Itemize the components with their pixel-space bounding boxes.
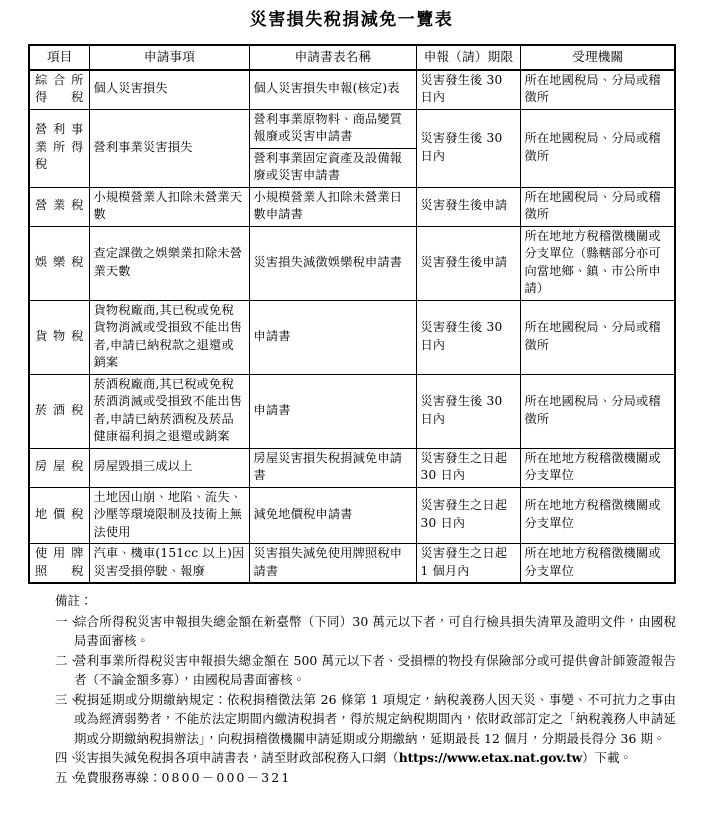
- notes-heading: 備註：: [55, 593, 93, 608]
- cell-matter: 汽車、機車(151cc 以上)因災害受損停駛、報廢: [89, 544, 249, 584]
- cell-category: 營業稅: [29, 187, 89, 226]
- cell-form: 申請書: [249, 374, 416, 448]
- cell-agency: 所在地地方稅稽徵機關或分支單位: [520, 448, 675, 487]
- note-marker: 五、: [55, 769, 80, 785]
- note-text-after: ）下載。: [582, 750, 633, 765]
- table-header-row: [29, 45, 675, 70]
- cell-matter: 小規模營業人扣除未營業天數: [89, 187, 249, 226]
- note-marker: 二、: [55, 652, 80, 668]
- note-item: [28, 651, 676, 690]
- cell-category: 房屋稅: [29, 448, 89, 487]
- table-row: [29, 374, 675, 448]
- cell-agency: 所在地地方稅稽徵機關或分支單位: [520, 487, 675, 544]
- cell-category: 娛樂稅: [29, 226, 89, 300]
- cell-agency: 所在地地方稅稽徵機關或分支單位（縣轄部分亦可向當地鄉、鎮、市公所申請）: [520, 226, 675, 300]
- cell-deadline: 災害發生後 30 日內: [416, 300, 520, 374]
- note-body: [74, 748, 676, 768]
- note-body: 稅捐延期或分期繳納規定：依稅捐稽徵法第 26 條第 1 項規定，納稅義務人因天災、事變、不可抗力之事由或為經濟弱勢者，不能於法定期間內繳清稅捐者，得於規定納稅期間內，依財政部訂定之「納稅義務人申請延期或分期繳納稅捐辦法」，向稅捐稽徵機關申請延期或分期繳納，延期最長 12 個月，分期最長得分 36 期。: [74, 691, 676, 746]
- note-marker: 四、: [55, 750, 80, 765]
- note-item: [28, 748, 676, 768]
- table-row: [29, 448, 675, 487]
- table-row: [29, 187, 675, 226]
- note-text-before: 免費服務專線：: [74, 769, 162, 785]
- cell-deadline: 災害發生之日起 30 日內: [416, 448, 520, 487]
- table-row: [29, 544, 675, 584]
- cell-category: 菸酒稅: [29, 374, 89, 448]
- cell-form: 災害損失減徵娛樂稅申請書: [249, 226, 416, 300]
- table-row: [29, 109, 675, 148]
- cell-category: 營利事業所得稅: [29, 109, 89, 187]
- cell-agency: 所在地國稅局、分局或稽徵所: [520, 300, 675, 374]
- note-text-before: 災害損失減免稅捐各項申請書表，請至財政部稅務入口網（: [74, 750, 399, 765]
- column-header-category: 項目: [29, 45, 89, 70]
- cell-matter: 個人災害損失: [89, 70, 249, 110]
- note-item: [28, 768, 676, 788]
- page-title: 災害損失稅捐減免一覽表: [249, 10, 454, 30]
- cell-deadline: 災害發生後申請: [416, 187, 520, 226]
- cell-deadline: 災害發生後 30 日內: [416, 109, 520, 187]
- etax-portal-url[interactable]: https://www.etax.nat.gov.tw: [398, 750, 583, 765]
- note-item: [28, 612, 676, 651]
- cell-matter: 菸酒稅廠商‚其已稅或免稅菸酒消滅或受損致不能出售者‚申請已納菸酒稅及菸品健康福利捐之退還或銷案: [89, 374, 249, 448]
- cell-deadline: 災害發生後 30 日內: [416, 374, 520, 448]
- note-body: 營利事業所得稅災害申報損失總金額在 500 萬元以下者、受損標的物投有保險部分或可提供會計師簽證報告者（不論金額多寡），由國稅局書面審核。: [74, 652, 676, 687]
- cell-deadline: 災害發生之日起 1 個月內: [416, 544, 520, 584]
- tax-relief-table: [28, 44, 676, 584]
- table-row: [29, 226, 675, 300]
- cell-matter: 房屋毀損三成以上: [89, 448, 249, 487]
- cell-form: 營利事業原物料、商品變質報廢或災害申請書: [249, 109, 416, 148]
- note-body: [74, 768, 676, 788]
- cell-deadline: 災害發生後申請: [416, 226, 520, 300]
- cell-category: 綜合所得稅: [29, 70, 89, 110]
- cell-deadline: 災害發生之日起 30 日內: [416, 487, 520, 544]
- notes-section: [28, 591, 676, 787]
- cell-form: 小規模營業人扣除未營業日數申請書: [249, 187, 416, 226]
- cell-matter: 貨物稅廠商‚其已稅或免稅貨物消滅或受損致不能出售者‚申請已納稅款之退還或銷案: [89, 300, 249, 374]
- cell-deadline: 災害發生後 30 日內: [416, 70, 520, 110]
- note-marker: 三、: [55, 691, 80, 707]
- cell-agency: 所在地國稅局、分局或稽徵所: [520, 70, 675, 110]
- service-hotline-number: 0800－000－321: [161, 769, 292, 785]
- table-row: [29, 70, 675, 110]
- cell-agency: 所在地國稅局、分局或稽徵所: [520, 374, 675, 448]
- cell-matter: 土地因山崩、地陷、流失、沙壓等環境限制及技術上無法使用: [89, 487, 249, 544]
- cell-form: 災害損失減免使用牌照稅申請書: [249, 544, 416, 584]
- cell-form: 房屋災害損失稅捐減免申請書: [249, 448, 416, 487]
- cell-category: 地價稅: [29, 487, 89, 544]
- column-header-agency: 受理機關: [520, 45, 675, 70]
- cell-category: 使用牌照稅: [29, 544, 89, 584]
- cell-form: 營利事業固定資產及設備報廢或災害申請書: [249, 148, 416, 187]
- note-body: 綜合所得稅災害申報損失總金額在新臺幣（下同）30 萬元以下者，可自行檢具損失清單及證明文件，由國稅局書面審核。: [74, 613, 676, 648]
- tax-relief-table-wrapper: [28, 44, 676, 584]
- note-item: [28, 690, 676, 749]
- column-header-matter: 申請事項: [89, 45, 249, 70]
- cell-form: 減免地價稅申請書: [249, 487, 416, 544]
- cell-agency: 所在地國稅局、分局或稽徵所: [520, 187, 675, 226]
- cell-agency: 所在地國稅局、分局或稽徵所: [520, 109, 675, 187]
- cell-matter: 查定課徵之娛樂業扣除未營業天數: [89, 226, 249, 300]
- cell-form: 申請書: [249, 300, 416, 374]
- table-row: [29, 300, 675, 374]
- column-header-deadline: 申報（請）期限: [416, 45, 520, 70]
- column-header-form-name: 申請書表名稱: [249, 45, 416, 70]
- cell-category: 貨物稅: [29, 300, 89, 374]
- table-row: [29, 487, 675, 544]
- cell-matter: 營利事業災害損失: [89, 109, 249, 187]
- note-marker: 一、: [55, 613, 80, 629]
- cell-form: 個人災害損失申報(核定)表: [249, 70, 416, 110]
- cell-agency: 所在地地方稅稽徵機關或分支單位: [520, 544, 675, 584]
